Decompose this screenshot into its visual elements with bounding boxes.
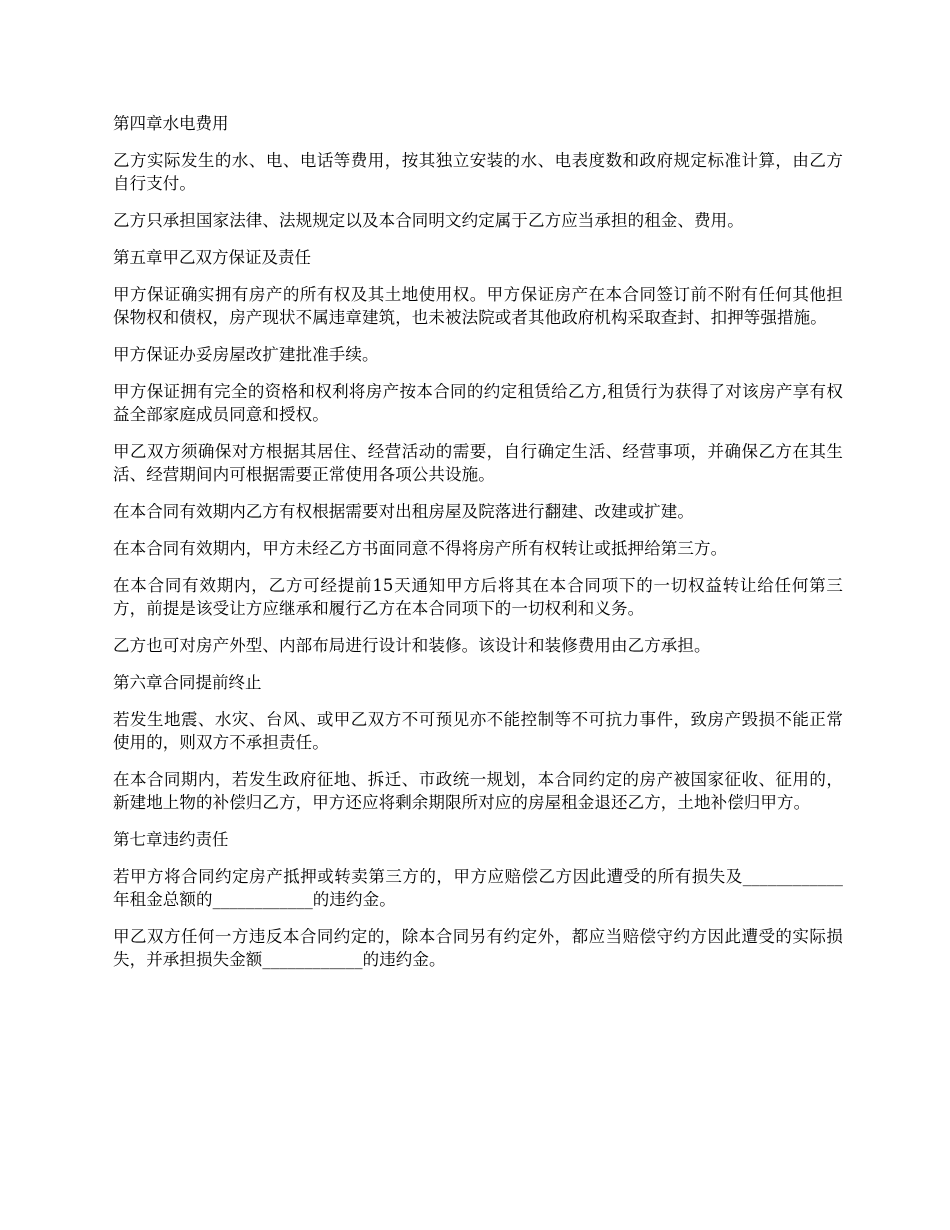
paragraph-rights-assignment: 在本合同有效期内，乙方可经提前15天通知甲方后将其在本合同项下的一切权益转让给任何第三方，前提是该受让方应继承和履行乙方在本合同项下的一切权利和义务。 [113,576,843,618]
chapter-7-heading: 第七章违约责任 [113,830,229,849]
chapter-6-heading: 第六章合同提前终止 [113,673,262,692]
paragraph-no-transfer: 在本合同有效期内，甲方未经乙方书面同意不得将房产所有权转让或抵押给第三方。 [113,539,728,558]
paragraph-force-majeure: 若发生地震、水灾、台风、或甲乙双方不可预见亦不能控制等不可抗力事件，致房产毁损不能正常使用的，则双方不承担责任。 [113,710,843,752]
paragraph-approval-procedures: 甲方保证办妥房屋改扩建批准手续。 [113,345,379,364]
paragraph-breach-penalty: 甲乙双方任何一方违反本合同约定的，除本合同另有约定外，都应当赔偿守约方因此遭受的实际损失，并承担损失金额____________的违约金。 [113,927,843,969]
paragraph-mortgage-penalty: 若甲方将合同约定房产抵押或转卖第三方的，甲方应赔偿乙方因此遭受的所有损失及____________年租金总额的____________的违约金。 [113,867,843,909]
paragraph-expropriation: 在本合同期内，若发生政府征地、拆迁、市政统一规划，本合同约定的房产被国家征收、征用的，新建地上物的补偿归乙方，甲方还应将剩余期限所对应的房屋租金退还乙方，土地补偿归甲方。 [113,770,843,812]
paragraph-design-decoration: 乙方也可对房产外型、内部布局进行设计和装修。该设计和装修费用由乙方承担。 [113,636,711,655]
paragraph-utilities-payment: 乙方实际发生的水、电、电话等费用，按其独立安装的水、电表度数和政府规定标准计算，由乙方自行支付。 [113,151,843,193]
document-page [113,112,843,985]
chapter-4-heading: 第四章水电费用 [113,114,229,133]
paragraph-mutual-assurance: 甲乙双方须确保对方根据其居住、经营活动的需要，自行确定生活、经营事项，并确保乙方在其生活、经营期间内可根据需要正常使用各项公共设施。 [113,442,843,484]
paragraph-ownership-guarantee: 甲方保证确实拥有房产的所有权及其土地使用权。甲方保证房产在本合同签订前不附有任何其他担保物权和债权，房产现状不属违章建筑，也未被法院或者其他政府机构采取查封、扣押等强措施。 [113,285,843,327]
chapter-5-heading: 第五章甲乙双方保证及责任 [113,248,311,267]
paragraph-renovation-right: 在本合同有效期内乙方有权根据需要对出租房屋及院落进行翻建、改建或扩建。 [113,502,694,521]
paragraph-tenant-obligations: 乙方只承担国家法律、法规规定以及本合同明文约定属于乙方应当承担的租金、费用。 [113,211,744,230]
paragraph-qualification-guarantee: 甲方保证拥有完全的资格和权利将房产按本合同的约定租赁给乙方,租赁行为获得了对该房产享有权益全部家庭成员同意和授权。 [113,382,843,424]
